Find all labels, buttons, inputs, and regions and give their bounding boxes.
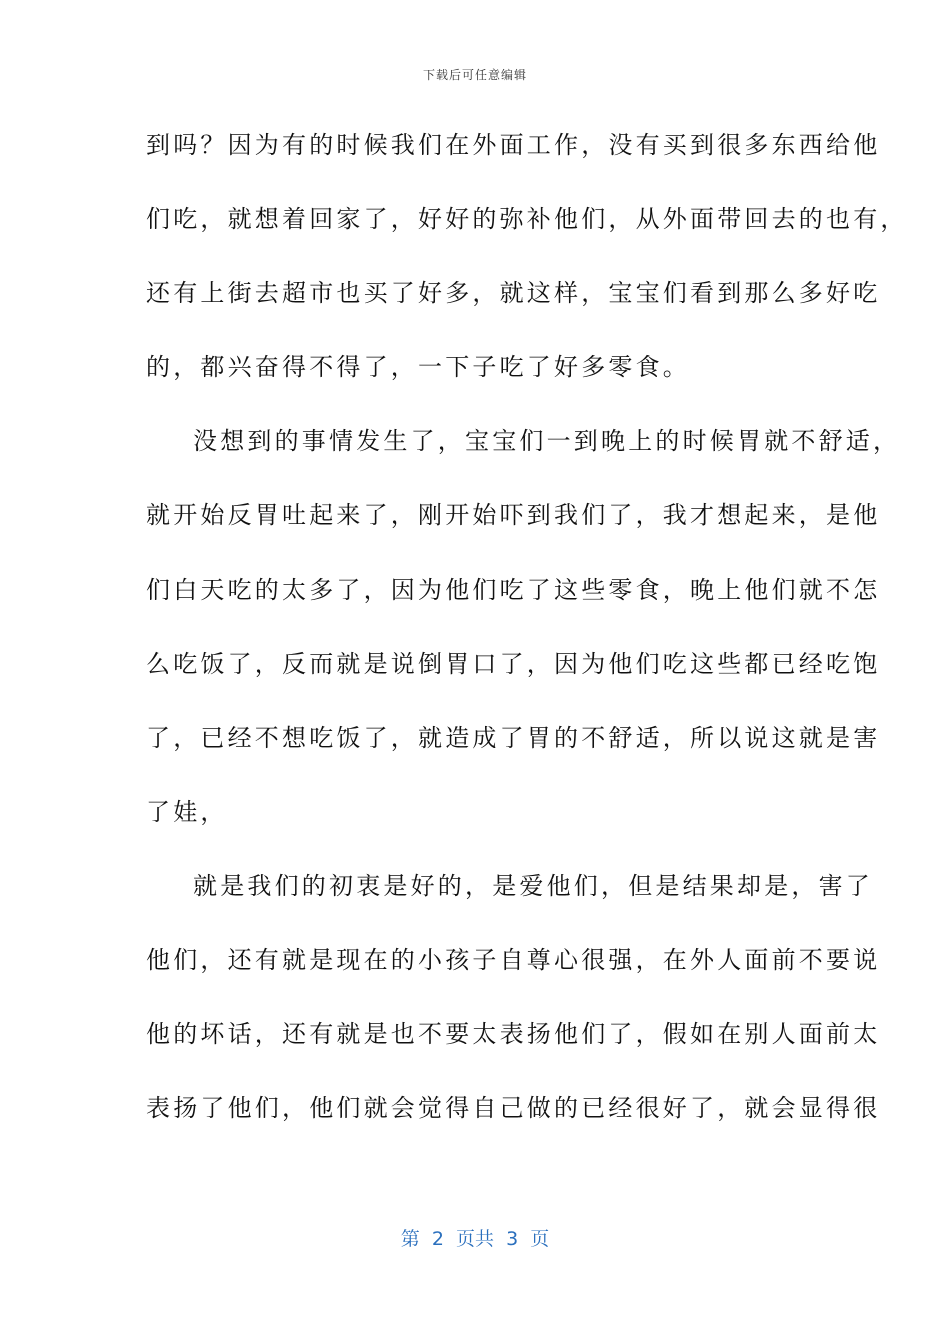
text-line: 他们，还有就是现在的小孩子自尊心很强，在外人面前不要说 [146, 946, 881, 975]
text-line: 们吃，就想着回家了，好好的弥补他们，从外面带回去的也有， [146, 205, 908, 234]
text-line: 了娃， [146, 797, 228, 826]
text-line: 们白天吃的太多了，因为他们吃了这些零食，晚上他们就不怎 [146, 575, 881, 604]
text-line: 的，都兴奋得不得了，一下子吃了好多零食。 [146, 353, 690, 382]
text-line: 就是我们的初衷是好的，是爱他们，但是结果却是，害了 [193, 871, 873, 900]
text-line: 没想到的事情发生了，宝宝们一到晚上的时候胃就不舒适， [193, 427, 901, 456]
text-line: 还有上街去超市也买了好多，就这样，宝宝们看到那么多好吃 [146, 279, 881, 308]
text-line: 表扬了他们，他们就会觉得自己做的已经很好了，就会显得很 [146, 1094, 881, 1123]
page-number-footer: 第 2 页共 3 页 [400, 1228, 550, 1250]
body-text [146, 121, 908, 1158]
text-line: 就开始反胃吐起来了，刚开始吓到我们了，我才想起来，是他 [146, 501, 881, 530]
text-line: 他的坏话，还有就是也不要太表扬他们了，假如在别人面前太 [146, 1020, 881, 1049]
text-line: 么吃饭了，反而就是说倒胃口了，因为他们吃这些都已经吃饱 [146, 649, 881, 678]
text-line: 了，已经不想吃饭了，就造成了胃的不舒适，所以说这就是害 [146, 723, 881, 752]
page-header: 下载后可任意编辑 [422, 68, 527, 82]
text-line: 到吗？因为有的时候我们在外面工作，没有买到很多东西给他 [146, 131, 881, 159]
